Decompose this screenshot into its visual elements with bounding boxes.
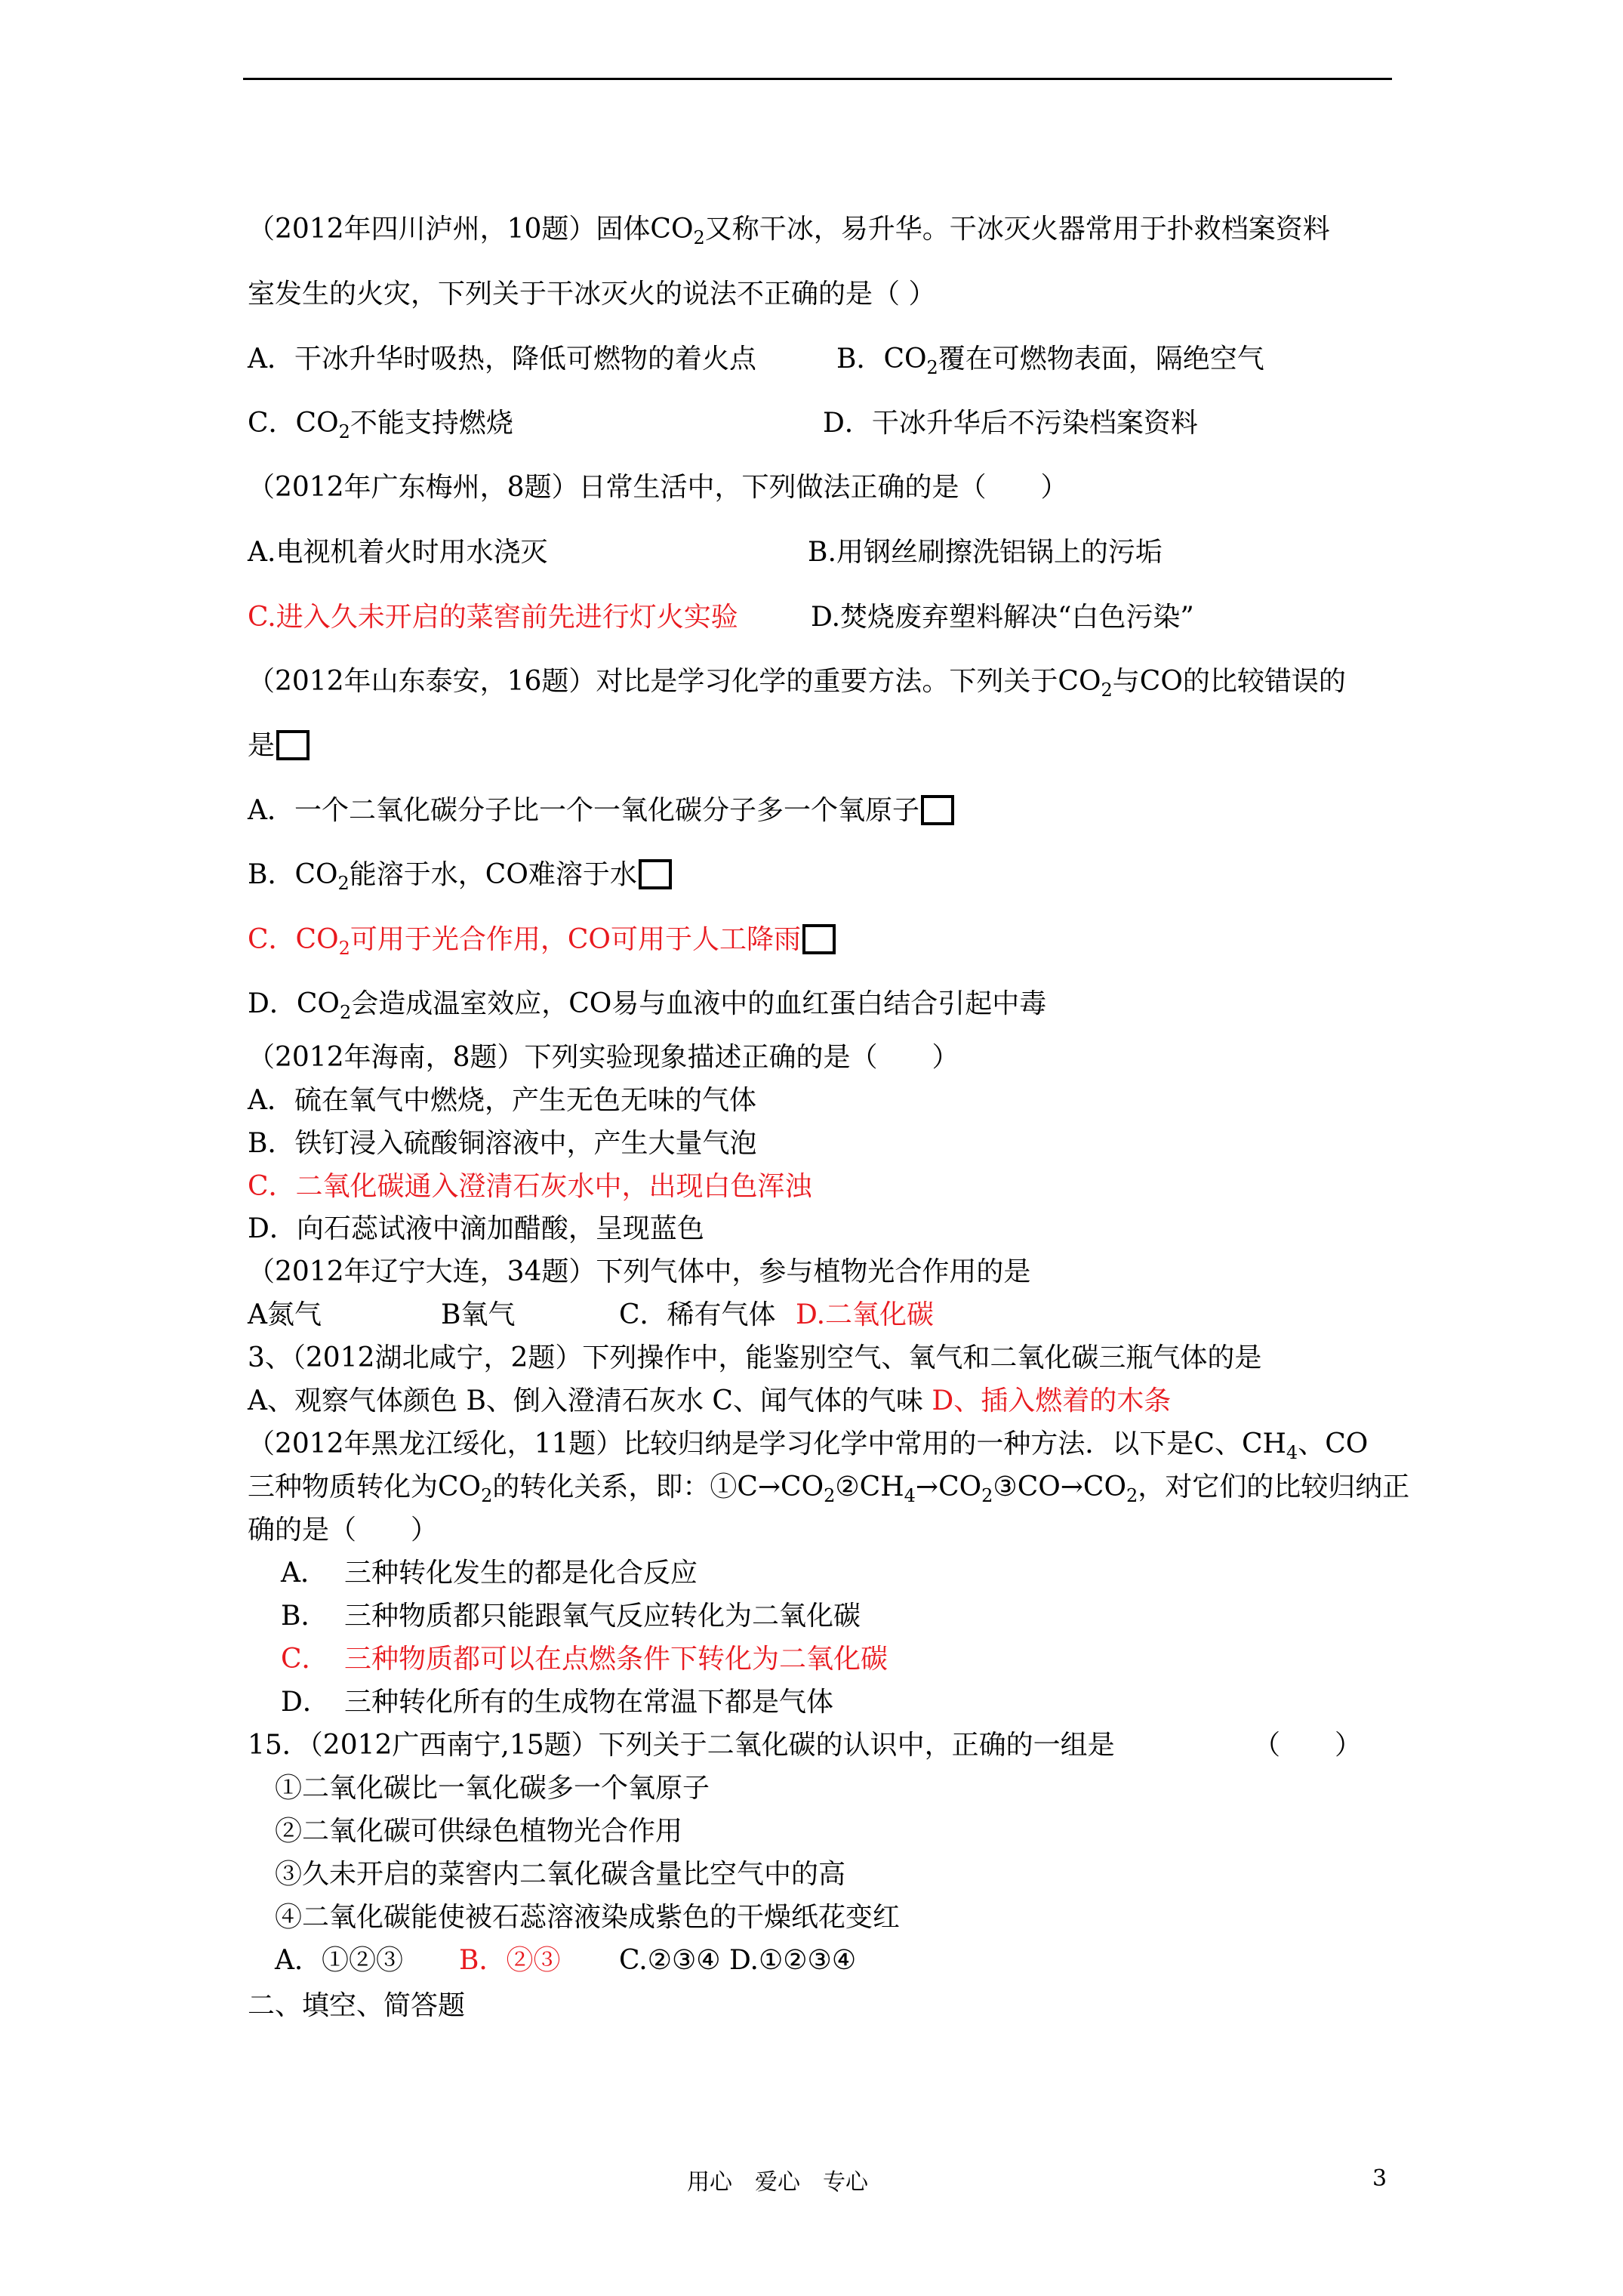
- q8-item-3: ③久未开启的菜窖内二氧化碳含量比空气中的高: [275, 1859, 846, 1890]
- q1-option-d: D．干冰升华后不污染档案资料: [823, 408, 1198, 439]
- q2-option-c-answer: C.进入久未开启的菜窖前先进行灯火实验: [248, 602, 738, 633]
- q1-stem-line2: 室发生的火灾，下列关于干冰灭火的说法不正确的是（ ）: [248, 279, 936, 310]
- q6-options: A、观察气体颜色 B、倒入澄清石灰水 C、闻气体的气味 D、插入燃着的木条: [248, 1385, 1172, 1416]
- footer-motto: 用心 爱心 专心: [687, 2169, 868, 2196]
- header-rule: [243, 78, 1392, 80]
- q7-option-b: B． 三种物质都只能跟氧气反应转化为二氧化碳: [281, 1601, 861, 1632]
- q4-option-a: A．硫在氧气中燃烧，产生无色无味的气体: [248, 1085, 756, 1116]
- q8-item-1: ①二氧化碳比一氧化碳多一个氧原子: [275, 1773, 710, 1804]
- q7-stem-line2: 三种物质转化为$CO_2$的转化关系，即：$①C\to CO_2②CH_4\to CO_2③CO\to CO_2$，对它们的比较归纳正: [248, 1472, 1410, 1506]
- q8-item-4: ④二氧化碳能使被石蕊溶液染成紫色的干燥纸花变红: [275, 1902, 901, 1933]
- q3-stem-line1: （2012年山东泰安，16题）对比是学习化学的重要方法。下列关于$CO_2$与CO的比较错误的: [248, 666, 1346, 701]
- q3-option-a: A．一个二氧化碳分子比一个一氧化碳分子多一个氧原子: [248, 794, 954, 827]
- answer-box: [802, 924, 836, 954]
- q8-item-2: ②二氧化碳可供绿色植物光合作用: [275, 1816, 683, 1847]
- q2-option-a: A.电视机着火时用水浇灭: [248, 537, 548, 568]
- q7-stem-line1: （2012年黑龙江绥化，11题）比较归纳是学习化学中常用的一种方法．以下是C、$CH_4$、CO: [248, 1428, 1369, 1463]
- q1-option-c: C．$CO_2$不能支持燃烧: [248, 408, 513, 442]
- q5-option-d-answer: D.二氧化碳: [796, 1299, 935, 1330]
- section-heading: 二、填空、简答题: [248, 1990, 466, 2021]
- q1-option-b: B．$CO_2$覆在可燃物表面，隔绝空气: [836, 344, 1264, 378]
- q1-stem-line1: （2012年四川泸州，10题）固体$CO_2$又称干冰，易升华。干冰灭火器常用于扑救档案资料: [248, 214, 1330, 248]
- q6-stem: 3、（2012湖北咸宁，2题）下列操作中，能鉴别空气、氧气和二氧化碳三瓶气体的是: [248, 1342, 1262, 1373]
- q4-stem: （2012年海南，8题）下列实验现象描述正确的是（ ）: [248, 1042, 959, 1073]
- q3-option-b: B．$CO_2$能溶于水，CO难溶于水: [248, 858, 672, 900]
- q6-option-d-answer: D、插入燃着的木条: [932, 1385, 1172, 1416]
- q1-option-a: A．干冰升华时吸热，降低可燃物的着火点: [248, 344, 756, 374]
- q7-stem-line3: 确的是（ ）: [248, 1515, 439, 1546]
- q8-option-a: A．①②③: [275, 1945, 403, 1976]
- q3-option-c-answer: C．$CO_2$可用于光合作用，CO可用于人工降雨: [248, 923, 836, 965]
- q4-option-b: B．铁钉浸入硫酸铜溶液中，产生大量气泡: [248, 1128, 757, 1159]
- q8-answer-paren: （ ）: [1253, 1730, 1363, 1761]
- q2-option-b: B.用钢丝刷擦洗铝锅上的污垢: [808, 537, 1163, 568]
- q8-option-b-answer: B．②③: [459, 1945, 561, 1976]
- q5-option-b: B氧气: [441, 1299, 516, 1330]
- q7-option-d: D． 三种转化所有的生成物在常温下都是气体: [281, 1687, 834, 1718]
- q4-option-d: D．向石蕊试液中滴加醋酸，呈现蓝色: [248, 1213, 704, 1244]
- q7-option-a: A． 三种转化发生的都是化合反应: [281, 1558, 698, 1589]
- q5-option-c: C．稀有气体: [619, 1299, 776, 1330]
- page-number: 3: [1372, 2165, 1387, 2192]
- q4-option-c-answer: C．二氧化碳通入澄清石灰水中，出现白色浑浊: [248, 1171, 812, 1202]
- q5-stem: （2012年辽宁大连，34题）下列气体中，参与植物光合作用的是: [248, 1256, 1031, 1287]
- q2-option-d: D.焚烧废弃塑料解决“白色污染”: [811, 602, 1194, 633]
- q8-stem: 15．（2012广西南宁,15题）下列关于二氧化碳的认识中，正确的一组是: [248, 1730, 1115, 1761]
- q3-option-d: D．$CO_2$会造成温室效应，CO易与血液中的血红蛋白结合引起中毒: [248, 988, 1047, 1023]
- q7-option-c-answer: C． 三种物质都可以在点燃条件下转化为二氧化碳: [281, 1644, 888, 1675]
- q3-stem-line2: 是: [248, 729, 310, 763]
- q2-stem: （2012年广东梅州，8题）日常生活中，下列做法正确的是（ ）: [248, 472, 1068, 503]
- q5-option-a: A氮气: [248, 1299, 322, 1330]
- answer-box: [276, 730, 310, 760]
- answer-box: [921, 795, 954, 825]
- answer-box: [639, 859, 672, 889]
- q8-option-c-d: C.②③④ D.①②③④: [619, 1945, 857, 1976]
